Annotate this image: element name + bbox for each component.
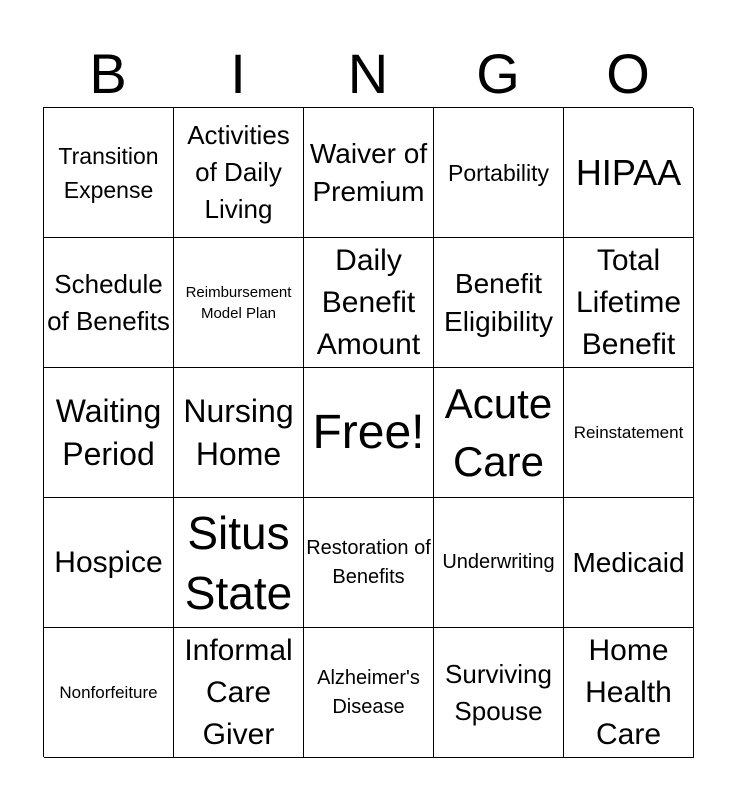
bingo-cell-label: Underwriting	[442, 551, 555, 573]
bingo-cell[interactable]	[434, 238, 564, 368]
bingo-cell[interactable]	[564, 498, 694, 628]
bingo-cell-label: Schedule of Benefits	[47, 268, 170, 336]
bingo-cell[interactable]	[44, 238, 174, 368]
bingo-cell[interactable]	[564, 238, 694, 368]
header-letter-o: O	[606, 42, 650, 105]
bingo-cell[interactable]	[434, 368, 564, 498]
bingo-cell-label: Benefit Eligibility	[444, 267, 553, 337]
bingo-cell-label: Situs State	[184, 506, 293, 619]
bingo-header	[43, 40, 693, 108]
bingo-cell-label: Reimbursement Model Plan	[185, 283, 292, 322]
bingo-cell-label: Home Health Care	[585, 633, 672, 751]
bingo-cell[interactable]	[174, 238, 304, 368]
bingo-cell-label: Portability	[448, 159, 549, 186]
bingo-cell[interactable]	[304, 498, 434, 628]
bingo-cell-label: Waiting Period	[55, 392, 162, 472]
bingo-cell-label: Free!	[312, 405, 425, 459]
bingo-cell-label: Acute Care	[444, 379, 553, 485]
header-letter-b: B	[89, 42, 127, 105]
bingo-cell[interactable]	[304, 238, 434, 368]
bingo-cell[interactable]	[304, 108, 434, 238]
bingo-cell-label: Medicaid	[572, 546, 685, 578]
bingo-cell-label: Alzheimer's Disease	[317, 666, 420, 718]
bingo-cell-label: Nonforfeiture	[59, 683, 158, 702]
bingo-cell[interactable]	[304, 628, 434, 758]
bingo-cell[interactable]	[304, 368, 434, 498]
bingo-cell-label: Daily Benefit Amount	[316, 243, 421, 361]
bingo-cell[interactable]	[44, 498, 174, 628]
bingo-cell-label: Nursing Home	[183, 392, 294, 472]
header-letter-n: N	[347, 42, 389, 105]
bingo-cell[interactable]	[174, 628, 304, 758]
bingo-cell[interactable]	[174, 498, 304, 628]
bingo-board	[43, 107, 693, 757]
bingo-cell[interactable]	[44, 628, 174, 758]
bingo-cell-label: HIPAA	[575, 151, 682, 193]
bingo-cell-label: Reinstatement	[573, 423, 684, 442]
bingo-cell-label: Activities of Daily Living	[187, 120, 290, 224]
bingo-cell[interactable]	[44, 368, 174, 498]
bingo-cell[interactable]	[44, 108, 174, 238]
bingo-cell-label: Surviving Spouse	[445, 658, 552, 726]
bingo-cell-label: Restoration of Benefits	[306, 536, 431, 588]
bingo-cell[interactable]	[564, 628, 694, 758]
header-letter-i: I	[230, 42, 246, 105]
bingo-cell[interactable]	[564, 368, 694, 498]
header-letter-g: G	[476, 42, 520, 105]
bingo-cell-label: Total Lifetime Benefit	[575, 243, 682, 361]
bingo-cell[interactable]	[434, 628, 564, 758]
bingo-cell[interactable]	[174, 368, 304, 498]
bingo-cell-label: Hospice	[54, 545, 163, 579]
bingo-cell-label: Informal Care Giver	[184, 633, 293, 751]
bingo-cell[interactable]	[174, 108, 304, 238]
bingo-cell[interactable]	[564, 108, 694, 238]
bingo-cell[interactable]	[434, 108, 564, 238]
bingo-cell-label: Transition Expense	[58, 142, 159, 203]
bingo-cell[interactable]	[434, 498, 564, 628]
bingo-cell-label: Waiver of Premium	[309, 137, 428, 207]
